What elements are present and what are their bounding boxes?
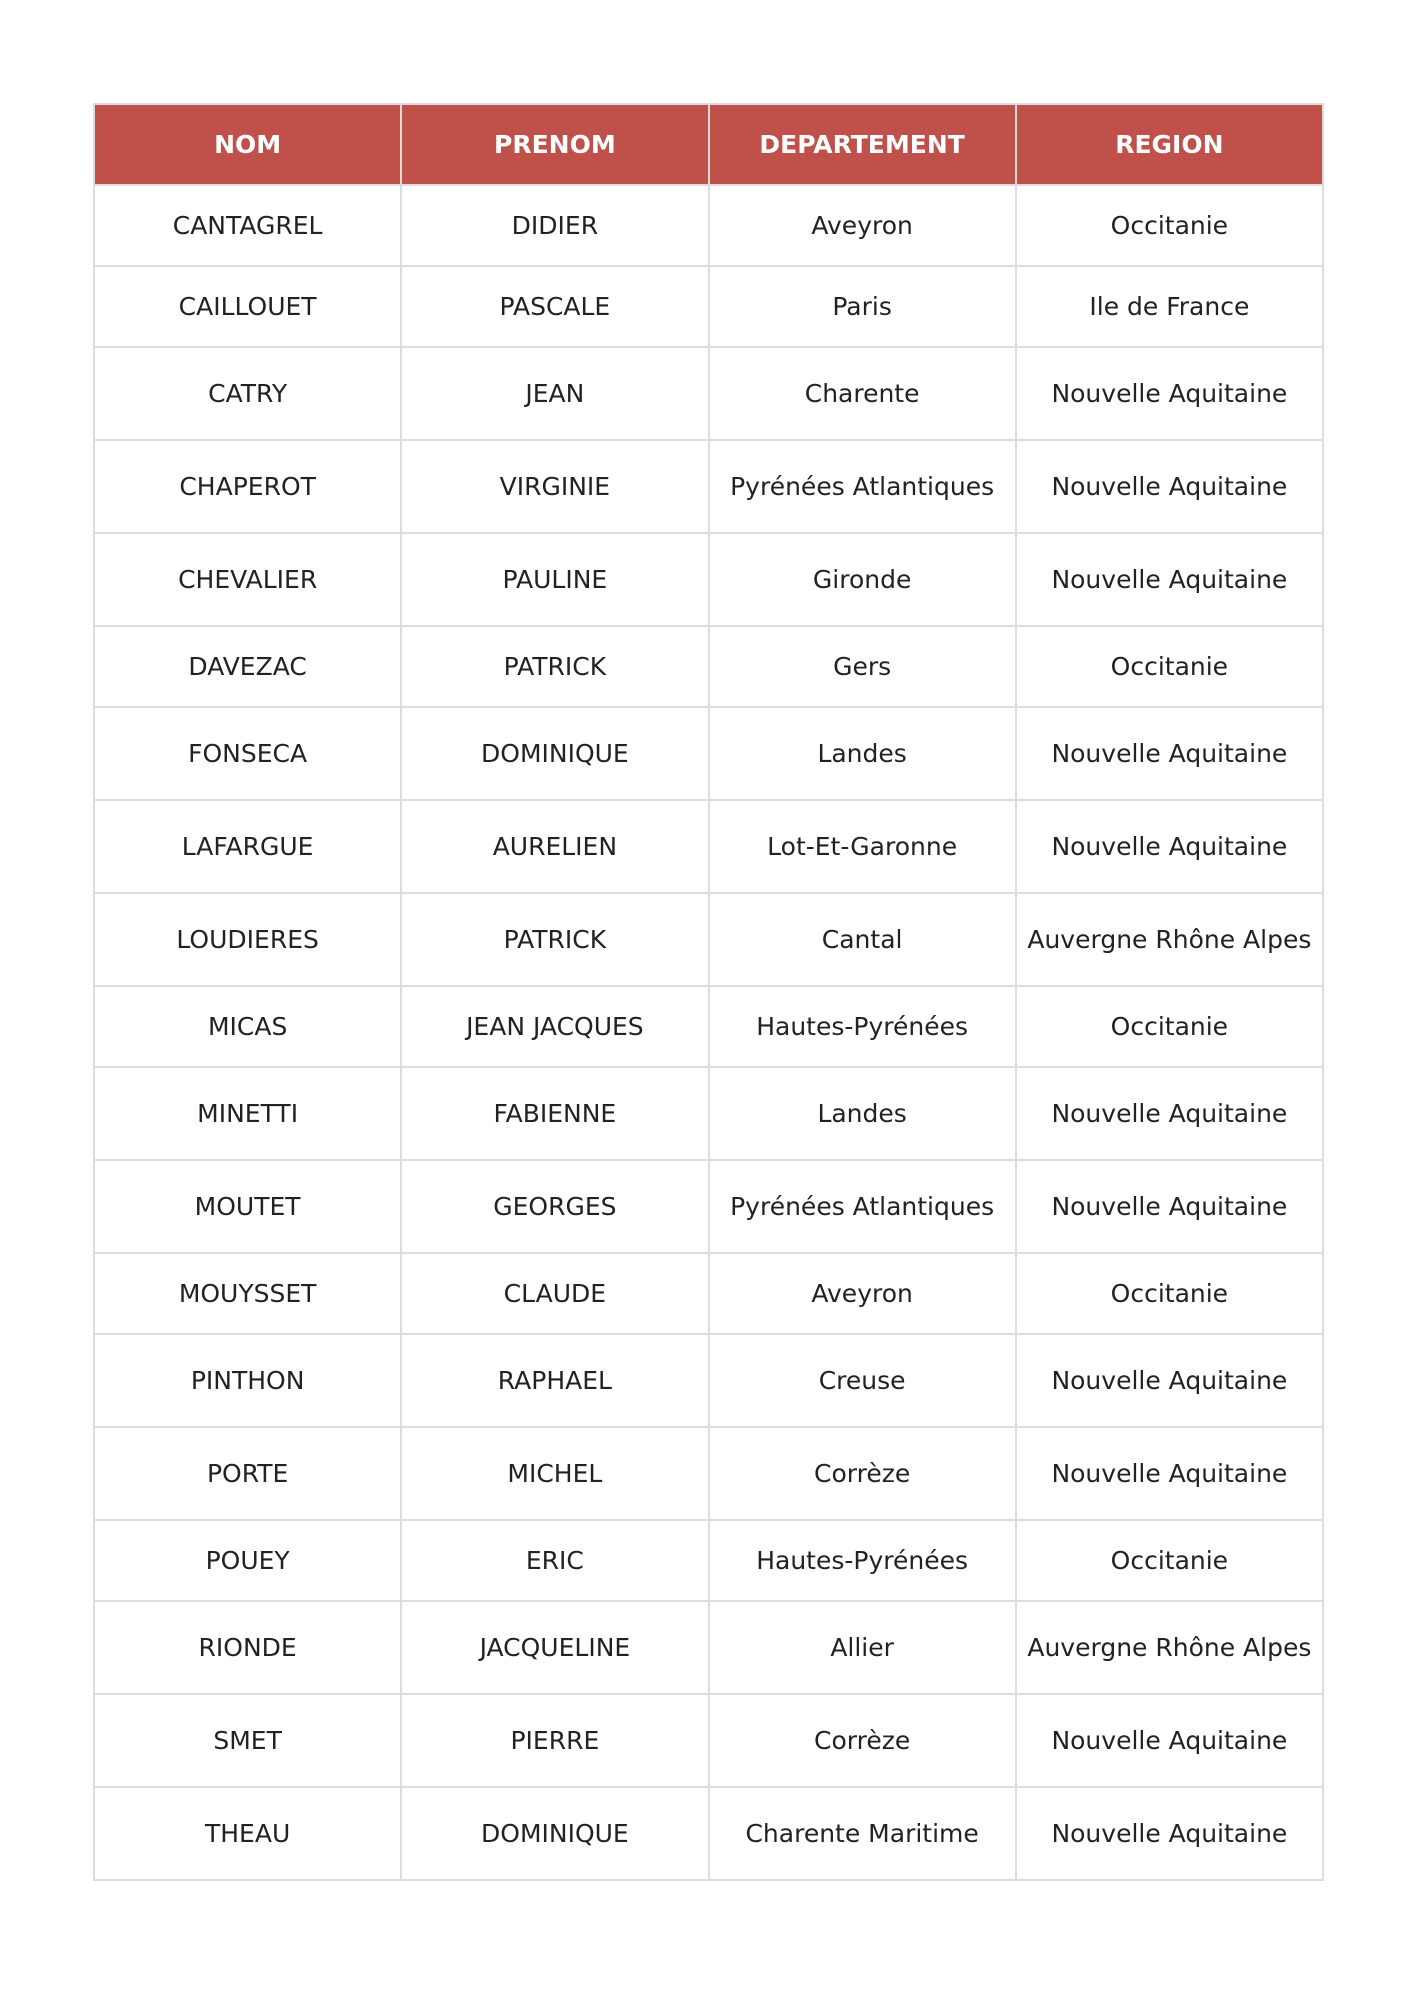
header-row bbox=[94, 104, 1323, 185]
cell-prenom: DIDIER bbox=[401, 185, 708, 266]
cell-prenom: VIRGINIE bbox=[401, 440, 708, 533]
cell-region: Nouvelle Aquitaine bbox=[1016, 533, 1323, 626]
cell-region: Nouvelle Aquitaine bbox=[1016, 347, 1323, 440]
table-row bbox=[94, 1694, 1323, 1787]
cell-departement: Paris bbox=[709, 266, 1016, 347]
cell-region: Nouvelle Aquitaine bbox=[1016, 1787, 1323, 1880]
cell-departement: Corrèze bbox=[709, 1427, 1016, 1520]
table-row bbox=[94, 800, 1323, 893]
cell-region: Occitanie bbox=[1016, 626, 1323, 707]
cell-nom: CANTAGREL bbox=[94, 185, 401, 266]
table-row bbox=[94, 1160, 1323, 1253]
table-row bbox=[94, 440, 1323, 533]
cell-departement: Aveyron bbox=[709, 1253, 1016, 1334]
cell-nom: MOUTET bbox=[94, 1160, 401, 1253]
cell-nom: PINTHON bbox=[94, 1334, 401, 1427]
cell-region: Nouvelle Aquitaine bbox=[1016, 1160, 1323, 1253]
cell-departement: Charente Maritime bbox=[709, 1787, 1016, 1880]
cell-nom: MOUYSSET bbox=[94, 1253, 401, 1334]
cell-nom: MICAS bbox=[94, 986, 401, 1067]
cell-prenom: PASCALE bbox=[401, 266, 708, 347]
cell-region: Nouvelle Aquitaine bbox=[1016, 1427, 1323, 1520]
table-row bbox=[94, 893, 1323, 986]
cell-region: Nouvelle Aquitaine bbox=[1016, 800, 1323, 893]
cell-nom: LOUDIERES bbox=[94, 893, 401, 986]
cell-departement: Corrèze bbox=[709, 1694, 1016, 1787]
cell-departement: Gers bbox=[709, 626, 1016, 707]
cell-prenom: RAPHAEL bbox=[401, 1334, 708, 1427]
cell-prenom: CLAUDE bbox=[401, 1253, 708, 1334]
table-row bbox=[94, 986, 1323, 1067]
cell-region: Auvergne Rhône Alpes bbox=[1016, 893, 1323, 986]
cell-departement: Cantal bbox=[709, 893, 1016, 986]
table-row bbox=[94, 1067, 1323, 1160]
cell-region: Nouvelle Aquitaine bbox=[1016, 1334, 1323, 1427]
cell-departement: Hautes-Pyrénées bbox=[709, 1520, 1016, 1601]
cell-nom: FONSECA bbox=[94, 707, 401, 800]
header-region: REGION bbox=[1016, 104, 1323, 185]
header-departement: DEPARTEMENT bbox=[709, 104, 1016, 185]
cell-prenom: AURELIEN bbox=[401, 800, 708, 893]
cell-departement: Landes bbox=[709, 707, 1016, 800]
table-body bbox=[94, 185, 1323, 1880]
cell-prenom: PATRICK bbox=[401, 626, 708, 707]
table-row bbox=[94, 1427, 1323, 1520]
cell-departement: Pyrénées Atlantiques bbox=[709, 1160, 1016, 1253]
cell-departement: Gironde bbox=[709, 533, 1016, 626]
table-row bbox=[94, 1253, 1323, 1334]
table-row bbox=[94, 185, 1323, 266]
cell-prenom: JACQUELINE bbox=[401, 1601, 708, 1694]
cell-region: Nouvelle Aquitaine bbox=[1016, 1694, 1323, 1787]
cell-departement: Lot-Et-Garonne bbox=[709, 800, 1016, 893]
table-row bbox=[94, 707, 1323, 800]
cell-nom: CHEVALIER bbox=[94, 533, 401, 626]
cell-region: Nouvelle Aquitaine bbox=[1016, 707, 1323, 800]
table-row bbox=[94, 1334, 1323, 1427]
cell-prenom: FABIENNE bbox=[401, 1067, 708, 1160]
cell-region: Occitanie bbox=[1016, 1520, 1323, 1601]
cell-departement: Allier bbox=[709, 1601, 1016, 1694]
cell-prenom: PAULINE bbox=[401, 533, 708, 626]
cell-nom: MINETTI bbox=[94, 1067, 401, 1160]
table-header bbox=[94, 104, 1323, 185]
cell-departement: Aveyron bbox=[709, 185, 1016, 266]
cell-region: Occitanie bbox=[1016, 986, 1323, 1067]
table-row bbox=[94, 1787, 1323, 1880]
cell-nom: PORTE bbox=[94, 1427, 401, 1520]
cell-region: Ile de France bbox=[1016, 266, 1323, 347]
cell-region: Auvergne Rhône Alpes bbox=[1016, 1601, 1323, 1694]
cell-departement: Creuse bbox=[709, 1334, 1016, 1427]
cell-nom: CAILLOUET bbox=[94, 266, 401, 347]
cell-departement: Landes bbox=[709, 1067, 1016, 1160]
cell-prenom: DOMINIQUE bbox=[401, 1787, 708, 1880]
people-table bbox=[93, 103, 1324, 1881]
cell-nom: THEAU bbox=[94, 1787, 401, 1880]
cell-departement: Charente bbox=[709, 347, 1016, 440]
header-prenom: PRENOM bbox=[401, 104, 708, 185]
table-row bbox=[94, 266, 1323, 347]
table-row bbox=[94, 347, 1323, 440]
cell-prenom: MICHEL bbox=[401, 1427, 708, 1520]
cell-prenom: PIERRE bbox=[401, 1694, 708, 1787]
cell-nom: POUEY bbox=[94, 1520, 401, 1601]
cell-departement: Hautes-Pyrénées bbox=[709, 986, 1016, 1067]
cell-region: Nouvelle Aquitaine bbox=[1016, 1067, 1323, 1160]
cell-region: Nouvelle Aquitaine bbox=[1016, 440, 1323, 533]
cell-prenom: JEAN bbox=[401, 347, 708, 440]
table-row bbox=[94, 1601, 1323, 1694]
cell-prenom: GEORGES bbox=[401, 1160, 708, 1253]
cell-nom: LAFARGUE bbox=[94, 800, 401, 893]
cell-nom: CATRY bbox=[94, 347, 401, 440]
table-row bbox=[94, 626, 1323, 707]
cell-nom: DAVEZAC bbox=[94, 626, 401, 707]
cell-region: Occitanie bbox=[1016, 185, 1323, 266]
cell-prenom: ERIC bbox=[401, 1520, 708, 1601]
cell-prenom: PATRICK bbox=[401, 893, 708, 986]
cell-nom: CHAPEROT bbox=[94, 440, 401, 533]
cell-region: Occitanie bbox=[1016, 1253, 1323, 1334]
cell-prenom: DOMINIQUE bbox=[401, 707, 708, 800]
table-row bbox=[94, 533, 1323, 626]
table-row bbox=[94, 1520, 1323, 1601]
cell-departement: Pyrénées Atlantiques bbox=[709, 440, 1016, 533]
header-nom: NOM bbox=[94, 104, 401, 185]
cell-nom: SMET bbox=[94, 1694, 401, 1787]
cell-prenom: JEAN JACQUES bbox=[401, 986, 708, 1067]
cell-nom: RIONDE bbox=[94, 1601, 401, 1694]
